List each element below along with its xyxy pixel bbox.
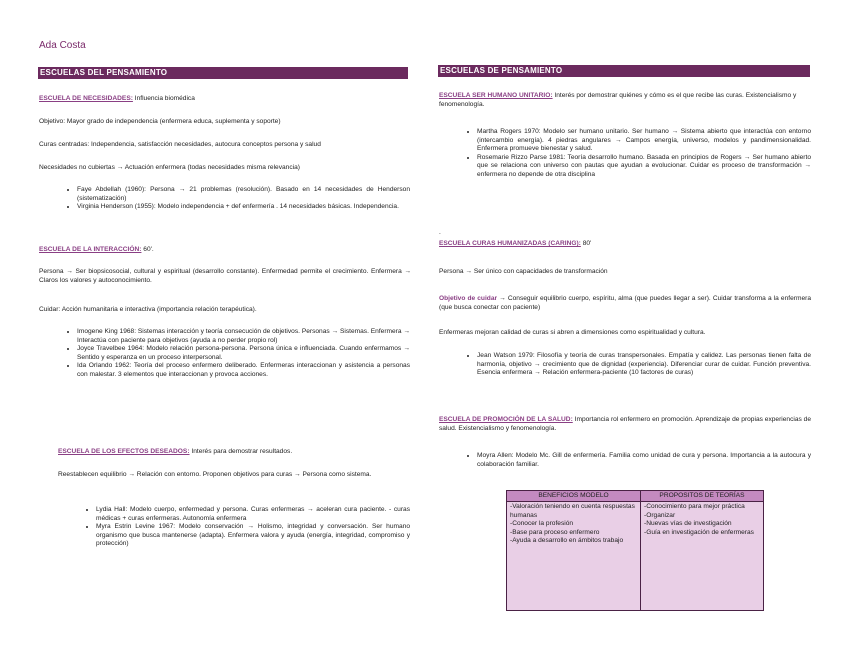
escuela-unitario-heading: [439, 92, 811, 109]
interaccion-list: [58, 328, 410, 380]
escuela-humanizadas-subtitle: 80': [580, 240, 592, 247]
table-header-beneficios: BENEFICIOS MODELO: [507, 491, 641, 502]
table-line: -Nuevas vías de investigación: [644, 520, 732, 528]
list-item: • Rosemarie Rizzo Parse 1981: Teoría desarrollo humano. Basada en principios de Rogers → Ser humano abierto que se relaciona con universo con pautas que ayudan a evolucionar. Cuidar es proceso de transformación → enfermera no depende de otra disciplina: [477, 154, 811, 180]
table-line: -Organizar: [644, 511, 676, 519]
necesidades-objetivo: Objetivo: Mayor grado de independencia (enfermera educa, suplementa y soporte): [39, 118, 281, 125]
escuela-interaccion-subtitle: 60'.: [141, 246, 154, 253]
escuela-unitario-title: ESCUELA SER HUMANO UNITARIO:: [439, 92, 553, 99]
table-line: -Valoración teniendo en cuenta respuestas humanas: [510, 503, 635, 519]
list-item: • Virginia Henderson (1955): Modelo independencia + def enfermería . 14 necesidades básicas. Independencia.: [77, 203, 410, 212]
humanizadas-list: [458, 352, 811, 378]
author-name: Ada Costa: [39, 40, 86, 51]
table-line: -Base para proceso enfermero: [510, 528, 600, 536]
necesidades-no-cubiertas: Necesidades no cubiertas → Actuación enfermera (todas necesidades misma relevancia): [39, 164, 300, 171]
table-line: -Conocer la profesión: [510, 520, 574, 528]
list-item: • Martha Rogers 1970: Modelo ser humano unitario. Ser humano → Sistema abierto que interactúa con entorno (intercambio energía). 4 piedras angulares → Campos energía, universo, modelos y pandimensionalidad. Enfermera promueve bienestar y salud.: [477, 128, 811, 154]
list-item: • Imogene King 1968: Sistemas interacción y teoría consecución de objetivos. Personas → Sistemas. Enfermera → Interactúa con paciente para objetivos (ayuda a no perder propio rol): [77, 328, 410, 345]
objetivo-cuidar-label: Objetivo de cuidar: [439, 295, 498, 302]
right-section-header: ESCUELAS DE PENSAMIENTO: [438, 65, 810, 77]
escuela-necesidades-heading: [39, 95, 409, 104]
table-header-row: [507, 491, 764, 502]
stray-dot: .: [439, 229, 441, 236]
humanizadas-persona: Persona → Ser único con capacidades de transformación: [439, 268, 608, 275]
escuela-promocion-title: ESCUELA DE PROMOCIÓN DE LA SALUD:: [439, 416, 573, 423]
necesidades-curas: Curas centradas: Independencia, satisfacción necesidades, autocura conceptos persona y salud: [39, 141, 321, 148]
escuela-efectos-subtitle: Interés para demostrar resultados.: [189, 448, 293, 455]
escuela-efectos-heading: [58, 448, 410, 457]
efectos-list: [77, 506, 410, 549]
escuela-humanizadas-heading: [439, 240, 811, 249]
efectos-reestablecen: Reestablecen equilibrio → Relación con entorno. Proponen objetivos para curas → Persona como sistema.: [58, 471, 372, 478]
table-cell-beneficios: [507, 502, 641, 611]
unitario-list: [458, 128, 811, 180]
list-item: • Faye Abdellah (1960): Persona → 21 problemas (resolución). Basado en 14 necesidades de Henderson (sistematización): [77, 186, 410, 203]
table-cell-propositos: [641, 502, 764, 611]
table-header-propositos: PROPOSITOS DE TEORÍAS: [641, 491, 764, 502]
beneficios-table: [506, 490, 764, 611]
interaccion-cuidar: Cuidar: Acción humanitaria e interactiva (importancia relación terapéutica).: [39, 306, 257, 313]
table-line: -Guía en investigación de enfermeras: [644, 528, 754, 536]
list-item: • Lydia Hall: Modelo cuerpo, enfermedad y persona. Curas enfermeras → aceleran cura paciente. - curas médicas + curas enfermeras. Autonomía enfermera: [96, 506, 410, 523]
objetivo-cuidar-text: → Conseguir equilibrio cuerpo, espíritu, alma (que puedes llegar a ser). Cuidar transforma a la enfermera (que busca conectar con paciente): [439, 295, 811, 311]
necesidades-list: [58, 186, 410, 212]
escuela-humanizadas-title: ESCUELA CURAS HUMANIZADAS (CARING):: [439, 240, 581, 247]
escuela-unitario-subtitle: Interés por demostrar quiénes y cómo es el que recibe las curas. Existencialismo y fenomenología.: [439, 92, 797, 108]
promocion-list: [458, 452, 811, 469]
list-item: • Ida Orlando 1962: Teoría del proceso enfermero deliberado. Enfermeras interaccionan y asistencia a personas con malestar. 3 elementos que interaccionan y provoca acciones.: [77, 362, 410, 379]
escuela-promocion-subtitle: Importancia rol enfermero en promoción. Aprendizaje de propias experiencias de salud. Existencialismo y fenomenología.: [439, 416, 811, 432]
interaccion-persona: Persona → Ser biopsicosocial, cultural y espiritual (desarrollo constante). Enfermedad permite el crecimiento. Enfermera → Claros los valores y autoconocimiento.: [39, 268, 411, 284]
list-item: • Moyra Allen: Modelo Mc. Gill de enfermería. Familia como unidad de cura y persona. Importancia a la autocura y colaboración familiar.: [477, 452, 811, 469]
left-section-header: ESCUELAS DEL PENSAMIENTO: [38, 67, 408, 79]
list-item: • Joyce Travelbee 1964: Modelo relación persona-persona. Persona única e influenciada. Cuando enfermamos → Sentido y esperanza en un proceso interpersonal.: [77, 345, 410, 362]
humanizadas-objetivo: [439, 295, 811, 312]
table-line: -Ayuda a desarrollo en ámbitos trabajo: [510, 537, 624, 545]
list-item: • Jean Watson 1979: Filosofía y teoría de curas transpersonales. Empatía y calidez. Las personas tienen falta de harmonía, objetivo → crecimiento que de dignidad (experiencia). Diferenciar curar de cuidar. Función preventiva. Esencia enfermera → Relación enfermera-paciente (10 factores de curas): [477, 352, 811, 378]
escuela-interaccion-heading: [39, 246, 409, 255]
list-item: • Myra Estrin Levine 1967: Modelo conservación → Holismo, integridad y conversación. Ser humano organismo que busca mantenerse (adapta). Enfermera valora y ayuda (energía, integridad, compromiso y protección): [96, 523, 410, 549]
table-row: [507, 502, 764, 611]
escuela-necesidades-subtitle: Influencia biomédica: [132, 95, 195, 102]
humanizadas-mejoran: Enfermeras mejoran calidad de curas si abren a dimensiones como espiritualidad y cultura.: [439, 329, 706, 336]
escuela-interaccion-title: ESCUELA DE LA INTERACCIÓN:: [39, 246, 142, 253]
escuela-necesidades-title: ESCUELA DE NECESIDADES:: [39, 95, 133, 102]
escuela-promocion-heading: [439, 416, 811, 433]
table-line: -Conocimiento para mejor práctica: [644, 503, 745, 510]
escuela-efectos-title: ESCUELA DE LOS EFECTOS DESEADOS:: [58, 448, 190, 455]
